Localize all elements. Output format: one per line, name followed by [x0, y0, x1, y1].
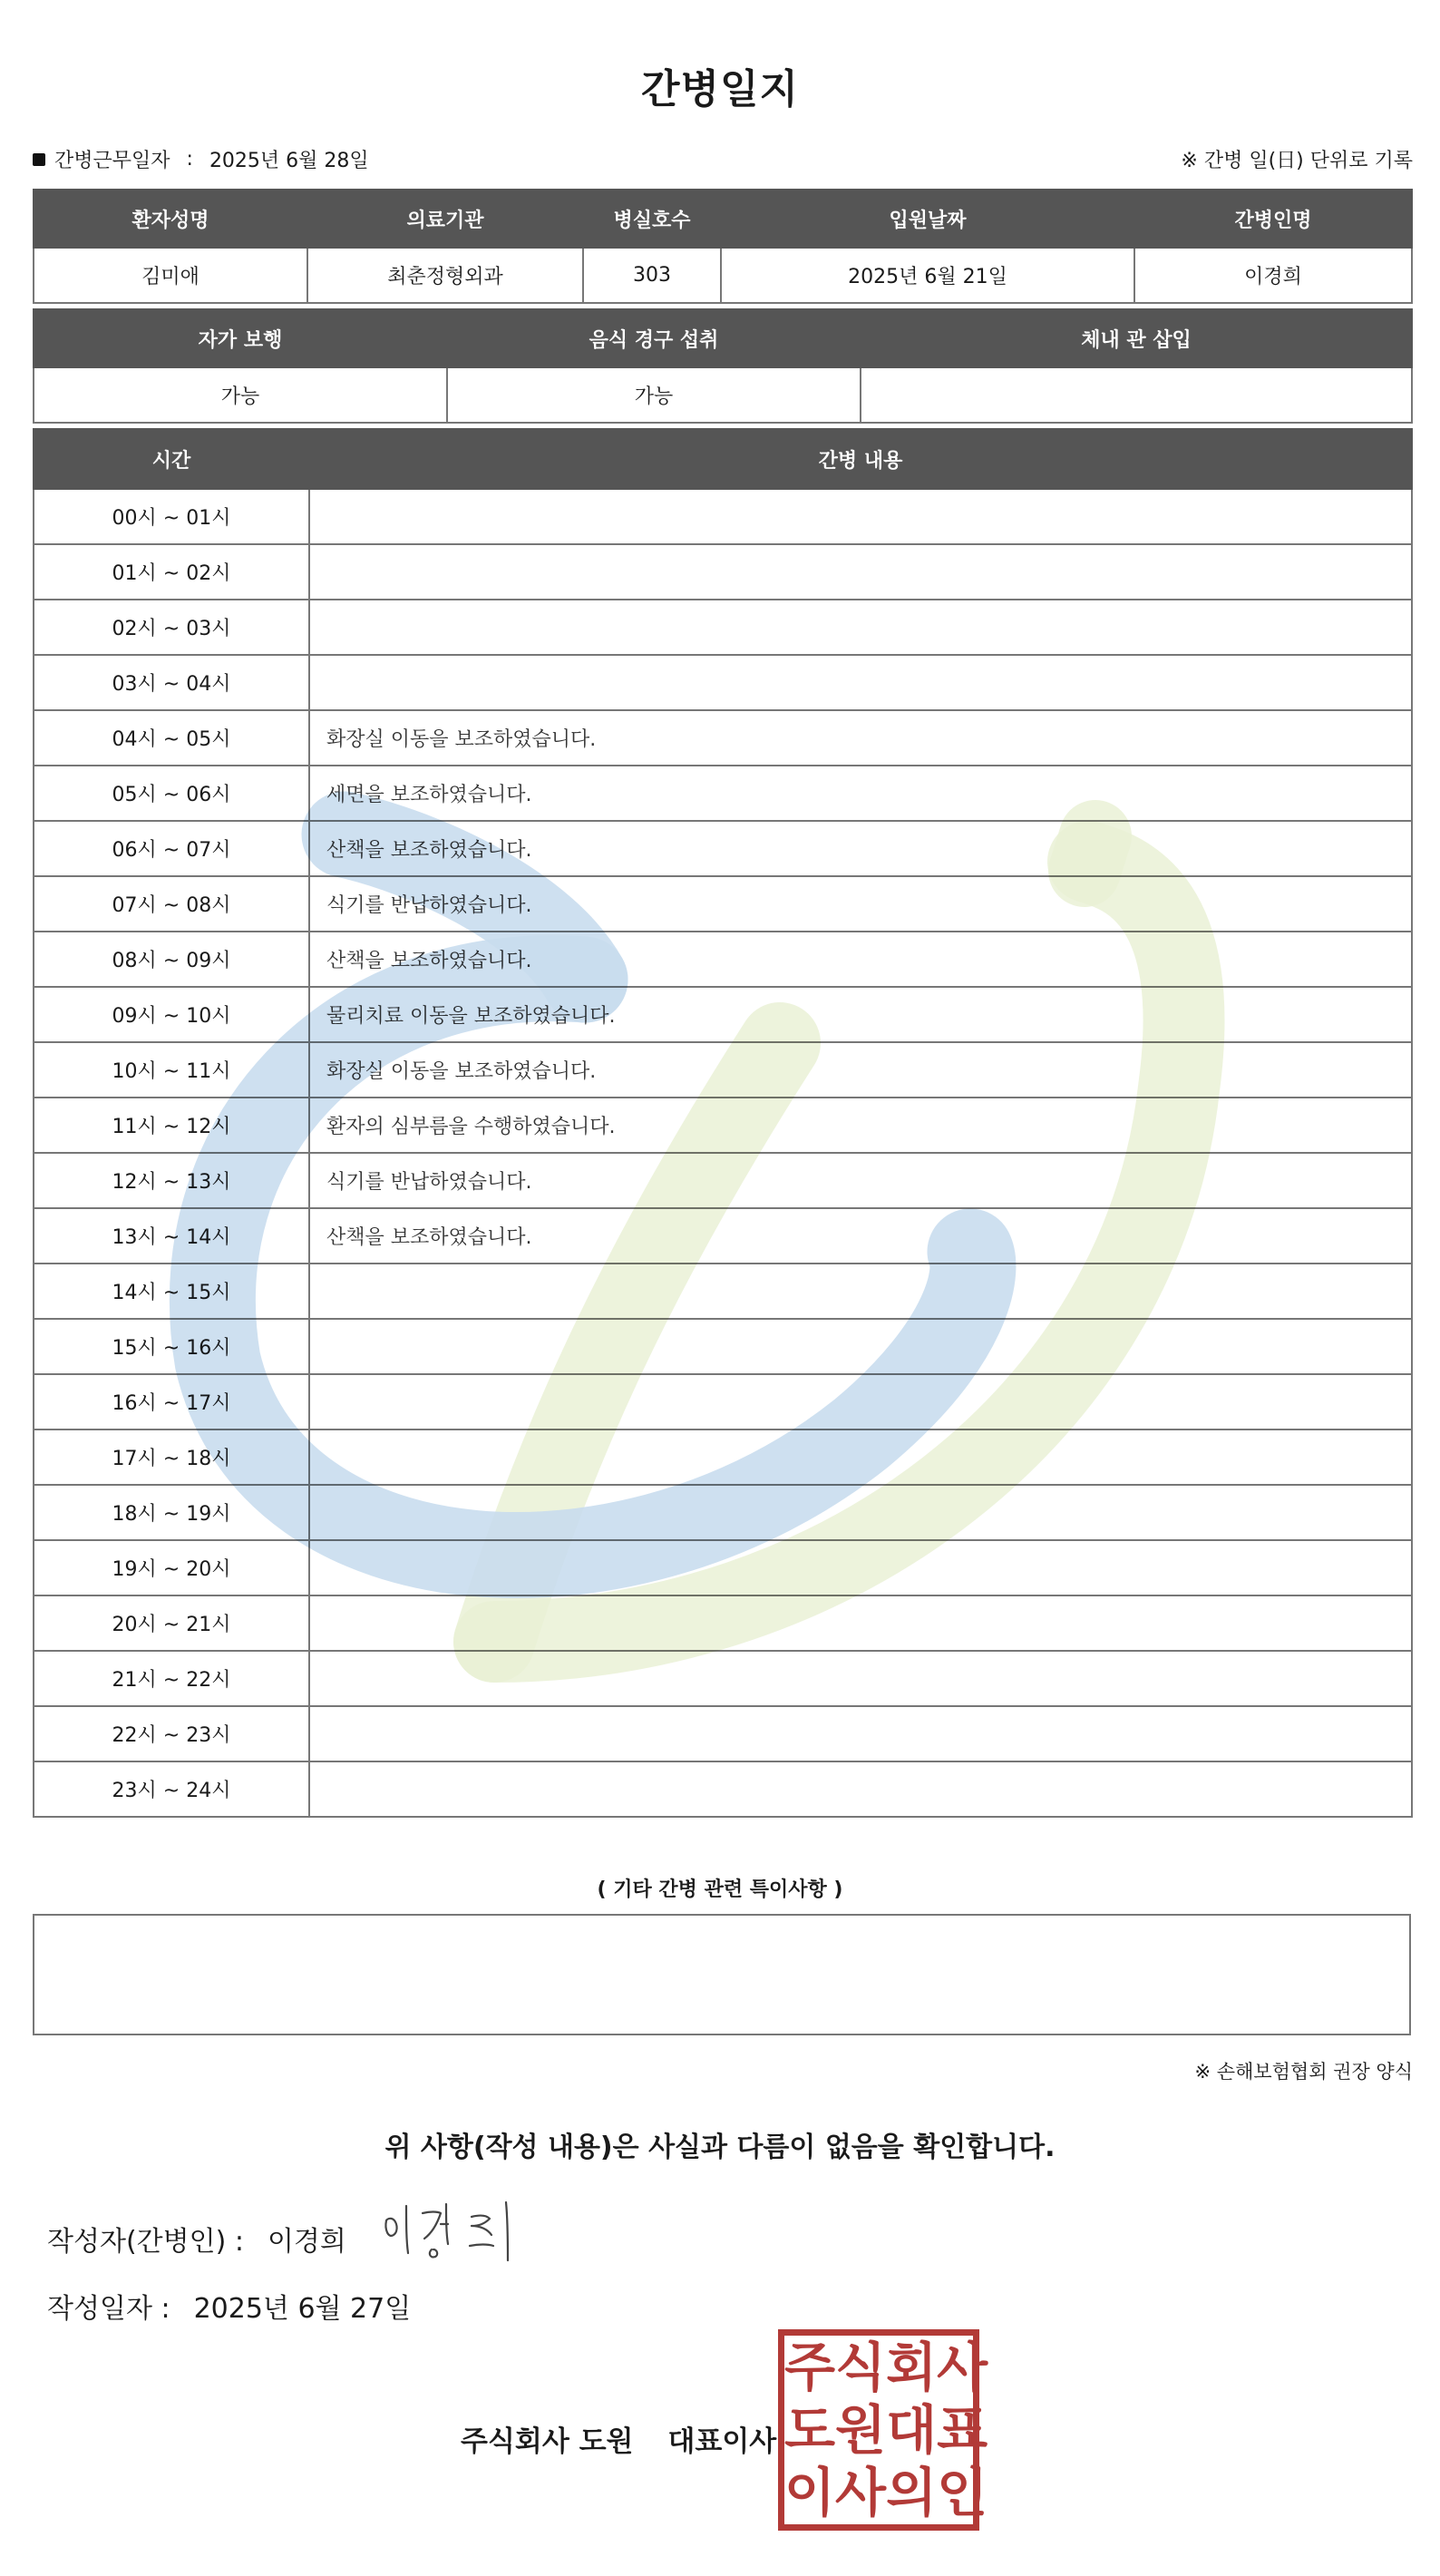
seal-char: 식: [835, 2336, 887, 2398]
log-time-cell: 09시 ~ 10시: [34, 987, 309, 1042]
log-time-cell: 00시 ~ 01시: [34, 489, 309, 544]
log-row: [34, 1706, 1412, 1761]
log-time-cell: 02시 ~ 03시: [34, 600, 309, 655]
seal-char: 사: [835, 2462, 887, 2524]
seal-char: 대: [886, 2398, 938, 2461]
notes-box: [33, 1914, 1411, 2035]
log-time-cell: 21시 ~ 22시: [34, 1651, 309, 1706]
company-representative: 대표이사: [667, 2425, 777, 2458]
oral-intake-value: 가능: [447, 367, 861, 423]
seal-row: [784, 2336, 988, 2398]
work-date-separator: :: [186, 148, 193, 171]
log-row: [34, 1429, 1412, 1485]
company-line: [461, 2418, 776, 2459]
seal-char: 도: [784, 2398, 836, 2461]
log-time-cell: 13시 ~ 14시: [34, 1208, 309, 1264]
self-walking-value: 가능: [34, 367, 447, 423]
log-content-cell: [309, 1319, 1412, 1374]
ability-value-row: [34, 367, 1412, 423]
log-row: [34, 710, 1412, 766]
writer-line: [47, 2219, 346, 2259]
log-content-cell: [309, 1651, 1412, 1706]
log-row: [34, 1651, 1412, 1706]
log-content-cell: [309, 544, 1412, 600]
work-date-line: [33, 145, 369, 173]
written-date-value: 2025년 6월 27일: [193, 2293, 412, 2325]
written-date-label: 작성일자 :: [47, 2293, 170, 2325]
log-row: [34, 1761, 1412, 1817]
caregiver-name-value: 이경희: [1134, 248, 1412, 303]
log-time-cell: 20시 ~ 21시: [34, 1595, 309, 1651]
form-source-footnote: ※ 손해보험협회 권장 양식: [1194, 2061, 1413, 2083]
header-tube-insertion: 체내 관 삽입: [861, 309, 1412, 367]
log-row: [34, 1540, 1412, 1595]
log-time-cell: 23시 ~ 24시: [34, 1761, 309, 1817]
seal-char: 회: [886, 2336, 938, 2398]
log-row: [34, 876, 1412, 932]
header-patient-name: 환자성명: [34, 190, 307, 248]
header-care-content: 간병 내용: [309, 429, 1412, 489]
patient-info-header-row: [34, 190, 1412, 248]
log-content-cell: [309, 1761, 1412, 1817]
log-content-cell: 식기를 반납하였습니다.: [309, 1153, 1412, 1208]
seal-row: [784, 2398, 988, 2461]
log-row: [34, 1153, 1412, 1208]
log-row: [34, 1098, 1412, 1153]
log-content-cell: 산책을 보조하였습니다.: [309, 1208, 1412, 1264]
log-content-cell: 화장실 이동을 보조하였습니다.: [309, 1042, 1412, 1098]
log-content-cell: [309, 1264, 1412, 1319]
patient-info-table: [33, 189, 1413, 304]
log-content-cell: 산책을 보조하였습니다.: [309, 932, 1412, 987]
tube-insertion-value: [861, 367, 1412, 423]
log-time-cell: 03시 ~ 04시: [34, 655, 309, 710]
log-row: [34, 1208, 1412, 1264]
header-admission-date: 입원날짜: [721, 190, 1134, 248]
log-row: [34, 1595, 1412, 1651]
log-content-cell: [309, 600, 1412, 655]
log-row: [34, 987, 1412, 1042]
page-title: 간병일지: [640, 66, 799, 112]
header-room-number: 병실호수: [583, 190, 721, 248]
log-time-cell: 01시 ~ 02시: [34, 544, 309, 600]
log-row: [34, 489, 1412, 544]
seal-char: 의: [886, 2462, 938, 2524]
patient-info-value-row: [34, 248, 1412, 303]
header-self-walking: 자가 보행: [34, 309, 447, 367]
admission-date-value: 2025년 6월 21일: [721, 248, 1134, 303]
log-time-cell: 10시 ~ 11시: [34, 1042, 309, 1098]
ability-header-row: [34, 309, 1412, 367]
header-oral-intake: 음식 경구 섭취: [447, 309, 861, 367]
institution-value: 최춘정형외과: [307, 248, 583, 303]
log-time-cell: 14시 ~ 15시: [34, 1264, 309, 1319]
log-time-cell: 17시 ~ 18시: [34, 1429, 309, 1485]
log-time-cell: 04시 ~ 05시: [34, 710, 309, 766]
log-header-row: [34, 429, 1412, 489]
work-date-label: 간병근무일자: [54, 150, 170, 172]
log-time-cell: 19시 ~ 20시: [34, 1540, 309, 1595]
written-date-line: [47, 2286, 411, 2326]
log-time-cell: 15시 ~ 16시: [34, 1319, 309, 1374]
log-row: [34, 1319, 1412, 1374]
log-row: [34, 932, 1412, 987]
seal-char: 사: [937, 2336, 988, 2398]
log-time-cell: 06시 ~ 07시: [34, 821, 309, 876]
log-time-cell: 11시 ~ 12시: [34, 1098, 309, 1153]
log-content-cell: 화장실 이동을 보조하였습니다.: [309, 710, 1412, 766]
seal-char: 원: [835, 2398, 887, 2461]
seal-char: 이: [784, 2462, 836, 2524]
log-row: [34, 1485, 1412, 1540]
company-name: 주식회사 도원: [461, 2425, 634, 2458]
log-content-cell: [309, 1540, 1412, 1595]
company-seal: [778, 2329, 988, 2531]
log-content-cell: [309, 1595, 1412, 1651]
header-time: 시간: [34, 429, 309, 489]
log-content-cell: 물리치료 이동을 보조하였습니다.: [309, 987, 1412, 1042]
log-time-cell: 07시 ~ 08시: [34, 876, 309, 932]
confirmation-statement: 위 사항(작성 내용)은 사실과 다름이 없음을 확인합니다.: [384, 2132, 1056, 2163]
log-body: [34, 489, 1412, 1817]
notes-title: ( 기타 간병 관련 특이사항 ): [597, 1878, 843, 1901]
log-time-cell: 16시 ~ 17시: [34, 1374, 309, 1429]
log-content-cell: 세면을 보조하였습니다.: [309, 766, 1412, 821]
seal-row: [784, 2462, 988, 2524]
header-institution: 의료기관: [307, 190, 583, 248]
work-date-value: 2025년 6월 28일: [209, 150, 369, 172]
header-caregiver-name: 간병인명: [1134, 190, 1412, 248]
log-row: [34, 821, 1412, 876]
log-content-cell: [309, 1706, 1412, 1761]
log-content-cell: [309, 1374, 1412, 1429]
log-row: [34, 1374, 1412, 1429]
log-row: [34, 1264, 1412, 1319]
seal-char: 주: [784, 2336, 836, 2398]
log-row: [34, 1042, 1412, 1098]
log-row: [34, 600, 1412, 655]
log-time-cell: 05시 ~ 06시: [34, 766, 309, 821]
writer-name: 이경희: [267, 2226, 346, 2258]
patient-ability-table: [33, 308, 1413, 424]
bullet-square-icon: [33, 153, 45, 166]
log-time-cell: 22시 ~ 23시: [34, 1706, 309, 1761]
log-content-cell: [309, 1429, 1412, 1485]
log-row: [34, 655, 1412, 710]
log-content-cell: 식기를 반납하였습니다.: [309, 876, 1412, 932]
handwritten-signature: [381, 2193, 526, 2266]
record-unit-note: ※ 간병 일(日) 단위로 기록: [1181, 150, 1413, 172]
log-content-cell: [309, 489, 1412, 544]
log-content-cell: 산책을 보조하였습니다.: [309, 821, 1412, 876]
log-row: [34, 766, 1412, 821]
log-content-cell: [309, 655, 1412, 710]
patient-name-value: 김미애: [34, 248, 307, 303]
seal-char: 인: [937, 2462, 988, 2524]
log-time-cell: 08시 ~ 09시: [34, 932, 309, 987]
writer-label: 작성자(간병인) :: [47, 2226, 244, 2258]
log-time-cell: 12시 ~ 13시: [34, 1153, 309, 1208]
log-content-cell: [309, 1485, 1412, 1540]
log-time-cell: 18시 ~ 19시: [34, 1485, 309, 1540]
log-content-cell: 환자의 심부름을 수행하였습니다.: [309, 1098, 1412, 1153]
room-number-value: 303: [583, 248, 721, 303]
hourly-care-log-table: [33, 428, 1413, 1818]
log-row: [34, 544, 1412, 600]
seal-char: 표: [937, 2398, 988, 2461]
